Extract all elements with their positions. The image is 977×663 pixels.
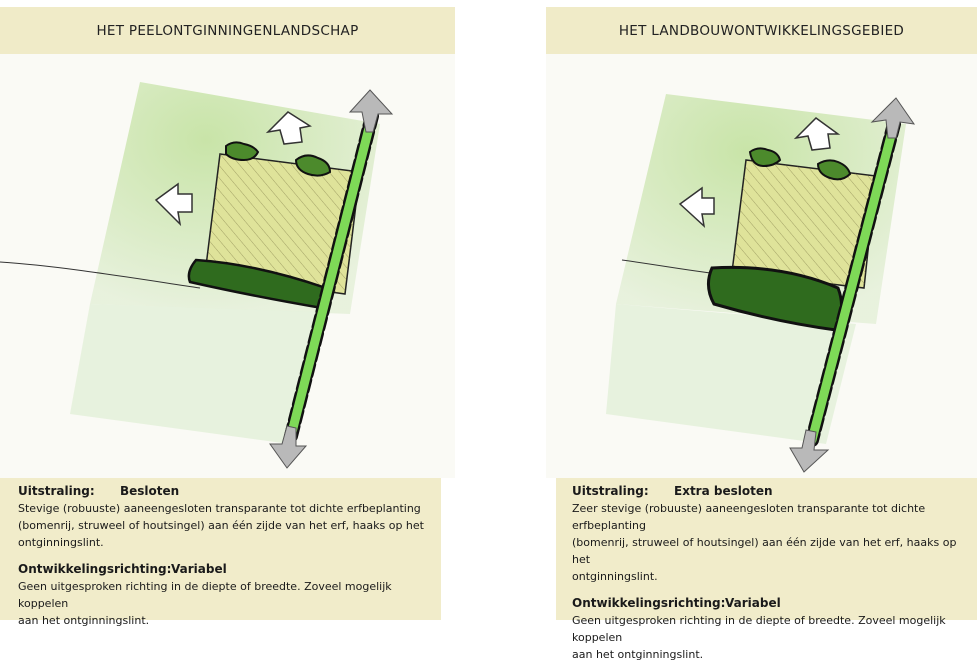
desc-line: ontginningslint. (18, 536, 104, 549)
panel-header (546, 7, 977, 54)
panel-title: HET PEELONTGINNINGENLANDSCHAP (96, 22, 359, 39)
uitstraling-description (18, 500, 441, 551)
yard-illustration (546, 54, 977, 478)
ontwikkelingsrichting-row (572, 596, 977, 611)
desc-line: (bomenrij, struweel of houtsingel) aan één zijde van het erf, haaks op het (18, 519, 424, 532)
uitstraling-value: Extra besloten (674, 484, 773, 498)
yard-illustration (0, 54, 455, 478)
ontwikkelingsrichting-label: Ontwikkelingsrichting: (572, 596, 726, 610)
desc-line: ontginningslint. (572, 570, 658, 583)
panel-header (0, 7, 455, 54)
info-box (556, 478, 977, 661)
uitstraling-row (18, 484, 441, 499)
uitstraling-value: Besloten (120, 484, 180, 498)
info-box (0, 478, 441, 627)
ontwikkelingsrichting-label: Ontwikkelingsrichting: (18, 562, 172, 576)
desc-line: aan het ontginningslint. (572, 648, 704, 661)
desc-line: Geen uitgesproken richting in de diepte of breedte. Zoveel mogelijk koppelen (18, 580, 392, 610)
field-lower (70, 304, 320, 444)
desc-line: Stevige (robuuste) aaneengesloten transparante tot dichte erfbeplanting (18, 502, 421, 515)
desc-line: aan het ontginningslint. (18, 614, 150, 627)
panel-landbouwontwikkelingsgebied (546, 0, 977, 661)
ontwikkelingsrichting-value: Variabel (171, 562, 227, 576)
ontwikkelingsrichting-value: Variabel (725, 596, 781, 610)
yard-sketch (546, 54, 977, 478)
desc-line: Zeer stevige (robuuste) aaneengesloten transparante tot dichte erfbeplanting (572, 502, 926, 532)
desc-line: Geen uitgesproken richting in de diepte of breedte. Zoveel mogelijk koppelen (572, 614, 946, 644)
panel-title: HET LANDBOUWONTWIKKELINGSGEBIED (618, 22, 905, 39)
uitstraling-description (572, 500, 977, 585)
yard-sketch (0, 54, 455, 478)
ontwikkelingsrichting-description (18, 578, 441, 629)
ontwikkelingsrichting-row (18, 562, 441, 577)
desc-line: (bomenrij, struweel of houtsingel) aan één zijde van het erf, haaks op het (572, 536, 957, 566)
uitstraling-label: Uitstraling: (18, 484, 95, 498)
panel-peelontginningenlandschap (0, 0, 455, 627)
uitstraling-label: Uitstraling: (572, 484, 649, 498)
uitstraling-row (572, 484, 977, 499)
